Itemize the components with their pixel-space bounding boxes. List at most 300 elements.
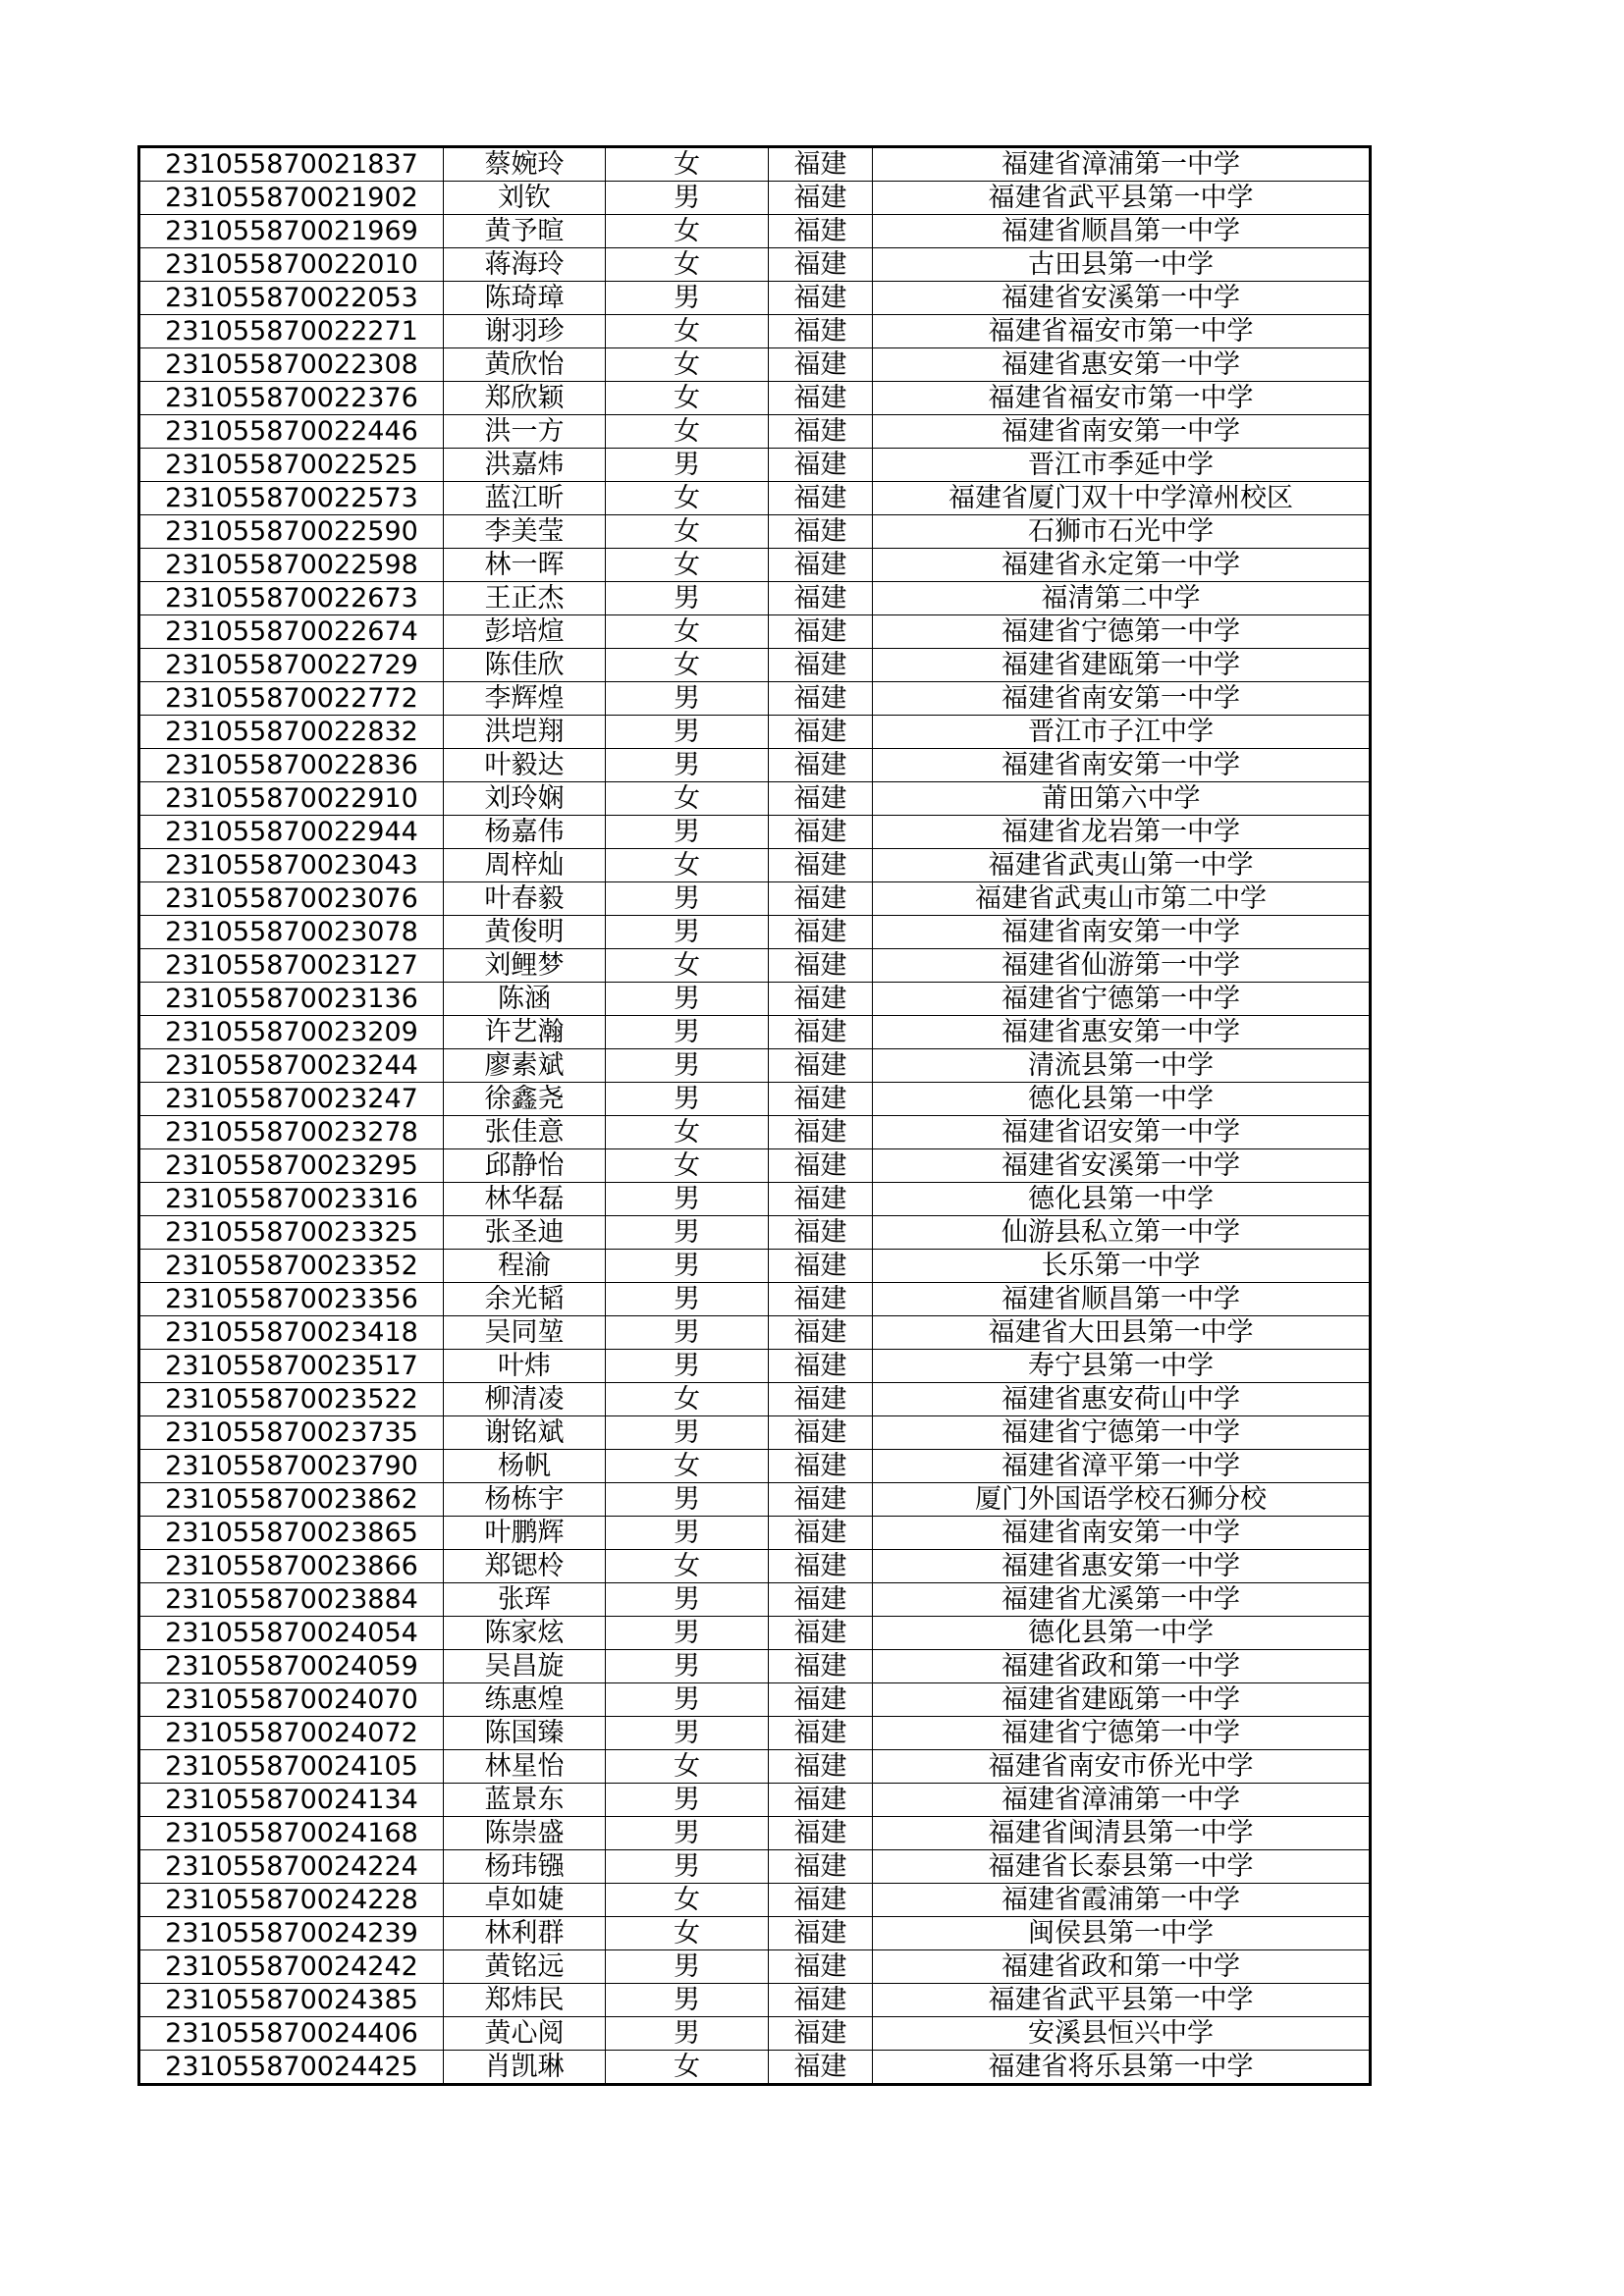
table-row	[139, 1250, 1371, 1283]
student-name-cell: 陈佳欣	[444, 649, 606, 682]
student-name-cell: 肖凯琳	[444, 2051, 606, 2085]
school-cell: 福建省大田县第一中学	[873, 1316, 1371, 1350]
table-row	[139, 382, 1371, 415]
province-cell: 福建	[769, 482, 873, 515]
table-row	[139, 449, 1371, 482]
province-cell: 福建	[769, 549, 873, 582]
table-row	[139, 1750, 1371, 1784]
table-row	[139, 182, 1371, 215]
gender-cell: 男	[606, 1250, 769, 1283]
table-row	[139, 1950, 1371, 1984]
student-name-cell: 叶鹏辉	[444, 1517, 606, 1550]
table-row	[139, 1450, 1371, 1483]
table-row	[139, 716, 1371, 749]
student-name-cell: 黄欣怡	[444, 348, 606, 382]
gender-cell: 女	[606, 315, 769, 348]
table-row	[139, 2017, 1371, 2051]
student-name-cell: 郑锶柃	[444, 1550, 606, 1583]
gender-cell: 男	[606, 1316, 769, 1350]
table-row	[139, 1083, 1371, 1116]
candidate-id-cell: 231055870023522	[139, 1383, 444, 1416]
student-name-cell: 李辉煌	[444, 682, 606, 716]
candidate-id-cell: 231055870024059	[139, 1650, 444, 1683]
student-name-cell: 杨嘉伟	[444, 816, 606, 849]
school-cell: 福建省南安第一中学	[873, 749, 1371, 782]
table-row	[139, 782, 1371, 816]
province-cell: 福建	[769, 1784, 873, 1817]
candidate-id-cell: 231055870023278	[139, 1116, 444, 1149]
candidate-id-cell: 231055870022832	[139, 716, 444, 749]
candidate-id-cell: 231055870023517	[139, 1350, 444, 1383]
province-cell: 福建	[769, 782, 873, 816]
gender-cell: 男	[606, 282, 769, 315]
candidate-id-cell: 231055870022525	[139, 449, 444, 482]
school-cell: 福建省武夷山第一中学	[873, 849, 1371, 882]
school-cell: 福清第二中学	[873, 582, 1371, 615]
candidate-id-cell: 231055870024425	[139, 2051, 444, 2085]
student-name-cell: 卓如婕	[444, 1884, 606, 1917]
school-cell: 福建省建瓯第一中学	[873, 649, 1371, 682]
candidate-id-cell: 231055870024224	[139, 1850, 444, 1884]
student-name-cell: 叶毅达	[444, 749, 606, 782]
province-cell: 福建	[769, 1383, 873, 1416]
gender-cell: 女	[606, 949, 769, 983]
gender-cell: 女	[606, 1884, 769, 1917]
table-row	[139, 1216, 1371, 1250]
table-row	[139, 1984, 1371, 2017]
gender-cell: 女	[606, 348, 769, 382]
table-row	[139, 1683, 1371, 1717]
province-cell: 福建	[769, 182, 873, 215]
table-row	[139, 1183, 1371, 1216]
candidate-id-cell: 231055870024239	[139, 1917, 444, 1950]
province-cell: 福建	[769, 1483, 873, 1517]
candidate-id-cell: 231055870023209	[139, 1016, 444, 1049]
school-cell: 福建省南安第一中学	[873, 1517, 1371, 1550]
school-cell: 寿宁县第一中学	[873, 1350, 1371, 1383]
gender-cell: 女	[606, 849, 769, 882]
gender-cell: 女	[606, 1917, 769, 1950]
gender-cell: 女	[606, 1750, 769, 1784]
province-cell: 福建	[769, 649, 873, 682]
candidate-id-cell: 231055870022446	[139, 415, 444, 449]
gender-cell: 男	[606, 1617, 769, 1650]
candidate-id-cell: 231055870024072	[139, 1717, 444, 1750]
student-name-cell: 洪一方	[444, 415, 606, 449]
candidate-id-cell: 231055870022729	[139, 649, 444, 682]
school-cell: 长乐第一中学	[873, 1250, 1371, 1283]
gender-cell: 男	[606, 1950, 769, 1984]
student-name-cell: 蓝江昕	[444, 482, 606, 515]
student-name-cell: 谢铭斌	[444, 1416, 606, 1450]
table-row	[139, 147, 1371, 182]
table-row	[139, 816, 1371, 849]
candidate-id-cell: 231055870022376	[139, 382, 444, 415]
student-name-cell: 蒋海玲	[444, 248, 606, 282]
gender-cell: 男	[606, 1683, 769, 1717]
candidate-id-cell: 231055870023865	[139, 1517, 444, 1550]
table-row	[139, 1316, 1371, 1350]
school-cell: 德化县第一中学	[873, 1083, 1371, 1116]
candidate-id-cell: 231055870022590	[139, 515, 444, 549]
province-cell: 福建	[769, 849, 873, 882]
gender-cell: 女	[606, 1149, 769, 1183]
gender-cell: 男	[606, 2017, 769, 2051]
table-row	[139, 348, 1371, 382]
school-cell: 福建省南安第一中学	[873, 415, 1371, 449]
province-cell: 福建	[769, 1416, 873, 1450]
table-row	[139, 1016, 1371, 1049]
school-cell: 晋江市子江中学	[873, 716, 1371, 749]
school-cell: 莆田第六中学	[873, 782, 1371, 816]
candidate-id-cell: 231055870022836	[139, 749, 444, 782]
gender-cell: 男	[606, 1416, 769, 1450]
province-cell: 福建	[769, 2017, 873, 2051]
gender-cell: 男	[606, 1817, 769, 1850]
candidate-id-cell: 231055870023325	[139, 1216, 444, 1250]
province-cell: 福建	[769, 582, 873, 615]
table-row	[139, 1483, 1371, 1517]
table-row	[139, 1149, 1371, 1183]
gender-cell: 男	[606, 1517, 769, 1550]
school-cell: 福建省武平县第一中学	[873, 1984, 1371, 2017]
table-row	[139, 315, 1371, 348]
gender-cell: 男	[606, 1083, 769, 1116]
student-name-cell: 蓝景东	[444, 1784, 606, 1817]
candidate-id-cell: 231055870022271	[139, 315, 444, 348]
province-cell: 福建	[769, 1083, 873, 1116]
student-name-cell: 吴昌旋	[444, 1650, 606, 1683]
province-cell: 福建	[769, 1950, 873, 1984]
table-row	[139, 1850, 1371, 1884]
table-row	[139, 248, 1371, 282]
student-name-cell: 程渝	[444, 1250, 606, 1283]
gender-cell: 男	[606, 1016, 769, 1049]
roster-body	[139, 147, 1371, 2085]
candidate-id-cell: 231055870021837	[139, 147, 444, 182]
table-row	[139, 415, 1371, 449]
table-row	[139, 549, 1371, 582]
candidate-id-cell: 231055870024385	[139, 1984, 444, 2017]
school-cell: 福建省武平县第一中学	[873, 182, 1371, 215]
student-name-cell: 郑欣颖	[444, 382, 606, 415]
gender-cell: 男	[606, 916, 769, 949]
candidate-id-cell: 231055870022010	[139, 248, 444, 282]
province-cell: 福建	[769, 1583, 873, 1617]
student-name-cell: 黄俊明	[444, 916, 606, 949]
gender-cell: 男	[606, 1216, 769, 1250]
candidate-id-cell: 231055870024242	[139, 1950, 444, 1984]
table-row	[139, 615, 1371, 649]
candidate-id-cell: 231055870022308	[139, 348, 444, 382]
table-row	[139, 916, 1371, 949]
gender-cell: 女	[606, 1450, 769, 1483]
gender-cell: 男	[606, 1717, 769, 1750]
candidate-id-cell: 231055870023247	[139, 1083, 444, 1116]
gender-cell: 男	[606, 1049, 769, 1083]
table-row	[139, 582, 1371, 615]
candidate-id-cell: 231055870022053	[139, 282, 444, 315]
candidate-id-cell: 231055870021902	[139, 182, 444, 215]
school-cell: 福建省安溪第一中学	[873, 282, 1371, 315]
province-cell: 福建	[769, 248, 873, 282]
student-name-cell: 林一晖	[444, 549, 606, 582]
province-cell: 福建	[769, 983, 873, 1016]
province-cell: 福建	[769, 682, 873, 716]
province-cell: 福建	[769, 949, 873, 983]
gender-cell: 男	[606, 816, 769, 849]
gender-cell: 女	[606, 482, 769, 515]
student-name-cell: 刘钦	[444, 182, 606, 215]
table-row	[139, 2051, 1371, 2085]
candidate-id-cell: 231055870024105	[139, 1750, 444, 1784]
gender-cell: 男	[606, 449, 769, 482]
student-name-cell: 邱静怡	[444, 1149, 606, 1183]
table-row	[139, 1583, 1371, 1617]
candidate-id-cell: 231055870023352	[139, 1250, 444, 1283]
gender-cell: 男	[606, 1483, 769, 1517]
school-cell: 福建省长泰县第一中学	[873, 1850, 1371, 1884]
school-cell: 福建省漳浦第一中学	[873, 1784, 1371, 1817]
school-cell: 福建省顺昌第一中学	[873, 215, 1371, 248]
province-cell: 福建	[769, 1650, 873, 1683]
table-row	[139, 1650, 1371, 1683]
school-cell: 闽侯县第一中学	[873, 1917, 1371, 1950]
gender-cell: 男	[606, 882, 769, 916]
gender-cell: 男	[606, 1850, 769, 1884]
table-row	[139, 1350, 1371, 1383]
school-cell: 福建省漳浦第一中学	[873, 147, 1371, 182]
student-name-cell: 洪嘉炜	[444, 449, 606, 482]
province-cell: 福建	[769, 1183, 873, 1216]
gender-cell: 男	[606, 1583, 769, 1617]
table-row	[139, 1116, 1371, 1149]
student-name-cell: 彭培煊	[444, 615, 606, 649]
candidate-id-cell: 231055870022573	[139, 482, 444, 515]
candidate-id-cell: 231055870023244	[139, 1049, 444, 1083]
gender-cell: 女	[606, 1383, 769, 1416]
province-cell: 福建	[769, 1316, 873, 1350]
gender-cell: 男	[606, 716, 769, 749]
gender-cell: 男	[606, 1650, 769, 1683]
student-name-cell: 许艺瀚	[444, 1016, 606, 1049]
candidate-id-cell: 231055870022674	[139, 615, 444, 649]
province-cell: 福建	[769, 816, 873, 849]
student-name-cell: 徐鑫尧	[444, 1083, 606, 1116]
province-cell: 福建	[769, 1517, 873, 1550]
candidate-id-cell: 231055870024054	[139, 1617, 444, 1650]
province-cell: 福建	[769, 382, 873, 415]
student-name-cell: 陈崇盛	[444, 1817, 606, 1850]
gender-cell: 男	[606, 582, 769, 615]
province-cell: 福建	[769, 1149, 873, 1183]
school-cell: 福建省仙游第一中学	[873, 949, 1371, 983]
table-row	[139, 1049, 1371, 1083]
province-cell: 福建	[769, 1016, 873, 1049]
candidate-id-cell: 231055870023127	[139, 949, 444, 983]
province-cell: 福建	[769, 515, 873, 549]
student-name-cell: 王正杰	[444, 582, 606, 615]
gender-cell: 女	[606, 649, 769, 682]
province-cell: 福建	[769, 615, 873, 649]
gender-cell: 男	[606, 1784, 769, 1817]
student-name-cell: 陈家炫	[444, 1617, 606, 1650]
student-name-cell: 叶炜	[444, 1350, 606, 1383]
student-name-cell: 郑炜民	[444, 1984, 606, 2017]
student-name-cell: 廖素斌	[444, 1049, 606, 1083]
table-row	[139, 949, 1371, 983]
school-cell: 晋江市季延中学	[873, 449, 1371, 482]
gender-cell: 男	[606, 1283, 769, 1316]
gender-cell: 女	[606, 248, 769, 282]
province-cell: 福建	[769, 449, 873, 482]
student-name-cell: 张佳意	[444, 1116, 606, 1149]
candidate-id-cell: 231055870021969	[139, 215, 444, 248]
province-cell: 福建	[769, 1917, 873, 1950]
gender-cell: 女	[606, 615, 769, 649]
gender-cell: 女	[606, 215, 769, 248]
school-cell: 福建省永定第一中学	[873, 549, 1371, 582]
school-cell: 福建省宁德第一中学	[873, 615, 1371, 649]
student-name-cell: 刘鲤梦	[444, 949, 606, 983]
gender-cell: 男	[606, 1350, 769, 1383]
candidate-id-cell: 231055870023884	[139, 1583, 444, 1617]
student-name-cell: 黄心阅	[444, 2017, 606, 2051]
table-row	[139, 1884, 1371, 1917]
student-name-cell: 陈涵	[444, 983, 606, 1016]
gender-cell: 女	[606, 2051, 769, 2085]
candidate-id-cell: 231055870024070	[139, 1683, 444, 1717]
gender-cell: 女	[606, 415, 769, 449]
table-row	[139, 1717, 1371, 1750]
table-row	[139, 482, 1371, 515]
candidate-id-cell: 231055870023136	[139, 983, 444, 1016]
school-cell: 福建省政和第一中学	[873, 1650, 1371, 1683]
student-name-cell: 吴同堃	[444, 1316, 606, 1350]
candidate-id-cell: 231055870024228	[139, 1884, 444, 1917]
table-row	[139, 983, 1371, 1016]
province-cell: 福建	[769, 1216, 873, 1250]
school-cell: 福建省安溪第一中学	[873, 1149, 1371, 1183]
student-name-cell: 陈琦璋	[444, 282, 606, 315]
school-cell: 福建省福安市第一中学	[873, 382, 1371, 415]
province-cell: 福建	[769, 315, 873, 348]
province-cell: 福建	[769, 1850, 873, 1884]
gender-cell: 男	[606, 682, 769, 716]
province-cell: 福建	[769, 215, 873, 248]
student-name-cell: 黄予暄	[444, 215, 606, 248]
candidate-id-cell: 231055870023862	[139, 1483, 444, 1517]
table-row	[139, 649, 1371, 682]
province-cell: 福建	[769, 1750, 873, 1784]
student-name-cell: 杨帆	[444, 1450, 606, 1483]
gender-cell: 男	[606, 1183, 769, 1216]
student-roster-table	[137, 145, 1372, 2086]
school-cell: 福建省惠安荷山中学	[873, 1383, 1371, 1416]
student-name-cell: 练惠煌	[444, 1683, 606, 1717]
student-name-cell: 张珲	[444, 1583, 606, 1617]
gender-cell: 女	[606, 515, 769, 549]
table-row	[139, 1517, 1371, 1550]
candidate-id-cell: 231055870023076	[139, 882, 444, 916]
province-cell: 福建	[769, 348, 873, 382]
province-cell: 福建	[769, 916, 873, 949]
candidate-id-cell: 231055870022772	[139, 682, 444, 716]
gender-cell: 男	[606, 182, 769, 215]
candidate-id-cell: 231055870023790	[139, 1450, 444, 1483]
school-cell: 德化县第一中学	[873, 1183, 1371, 1216]
school-cell: 福建省惠安第一中学	[873, 1550, 1371, 1583]
candidate-id-cell: 231055870023866	[139, 1550, 444, 1583]
school-cell: 福建省宁德第一中学	[873, 1416, 1371, 1450]
province-cell: 福建	[769, 1283, 873, 1316]
province-cell: 福建	[769, 1817, 873, 1850]
candidate-id-cell: 231055870023316	[139, 1183, 444, 1216]
school-cell: 福建省闽清县第一中学	[873, 1817, 1371, 1850]
student-name-cell: 周梓灿	[444, 849, 606, 882]
gender-cell: 女	[606, 549, 769, 582]
gender-cell: 男	[606, 1984, 769, 2017]
gender-cell: 女	[606, 147, 769, 182]
gender-cell: 女	[606, 1550, 769, 1583]
school-cell: 清流县第一中学	[873, 1049, 1371, 1083]
province-cell: 福建	[769, 716, 873, 749]
table-row	[139, 849, 1371, 882]
student-name-cell: 杨玮镪	[444, 1850, 606, 1884]
province-cell: 福建	[769, 282, 873, 315]
school-cell: 福建省厦门双十中学漳州校区	[873, 482, 1371, 515]
school-cell: 福建省政和第一中学	[873, 1950, 1371, 1984]
student-name-cell: 林利群	[444, 1917, 606, 1950]
gender-cell: 女	[606, 382, 769, 415]
student-name-cell: 刘玲娴	[444, 782, 606, 816]
school-cell: 德化县第一中学	[873, 1617, 1371, 1650]
province-cell: 福建	[769, 1450, 873, 1483]
school-cell: 福建省武夷山市第二中学	[873, 882, 1371, 916]
table-row	[139, 682, 1371, 716]
table-row	[139, 282, 1371, 315]
table-row	[139, 1784, 1371, 1817]
gender-cell: 男	[606, 983, 769, 1016]
student-name-cell: 余光韬	[444, 1283, 606, 1316]
candidate-id-cell: 231055870022910	[139, 782, 444, 816]
gender-cell: 女	[606, 1116, 769, 1149]
province-cell: 福建	[769, 1717, 873, 1750]
table-row	[139, 1383, 1371, 1416]
table-row	[139, 1817, 1371, 1850]
school-cell: 福建省南安第一中学	[873, 682, 1371, 716]
candidate-id-cell: 231055870022673	[139, 582, 444, 615]
candidate-id-cell: 231055870024168	[139, 1817, 444, 1850]
student-name-cell: 林华磊	[444, 1183, 606, 1216]
table-row	[139, 1917, 1371, 1950]
province-cell: 福建	[769, 1116, 873, 1149]
school-cell: 福建省南安市侨光中学	[873, 1750, 1371, 1784]
province-cell: 福建	[769, 1350, 873, 1383]
candidate-id-cell: 231055870023078	[139, 916, 444, 949]
school-cell: 福建省诏安第一中学	[873, 1116, 1371, 1149]
table-row	[139, 882, 1371, 916]
candidate-id-cell: 231055870022598	[139, 549, 444, 582]
province-cell: 福建	[769, 1984, 873, 2017]
student-name-cell: 林星怡	[444, 1750, 606, 1784]
school-cell: 福建省尤溪第一中学	[873, 1583, 1371, 1617]
candidate-id-cell: 231055870024406	[139, 2017, 444, 2051]
table-row	[139, 215, 1371, 248]
province-cell: 福建	[769, 1049, 873, 1083]
student-name-cell: 张圣迪	[444, 1216, 606, 1250]
school-cell: 福建省漳平第一中学	[873, 1450, 1371, 1483]
